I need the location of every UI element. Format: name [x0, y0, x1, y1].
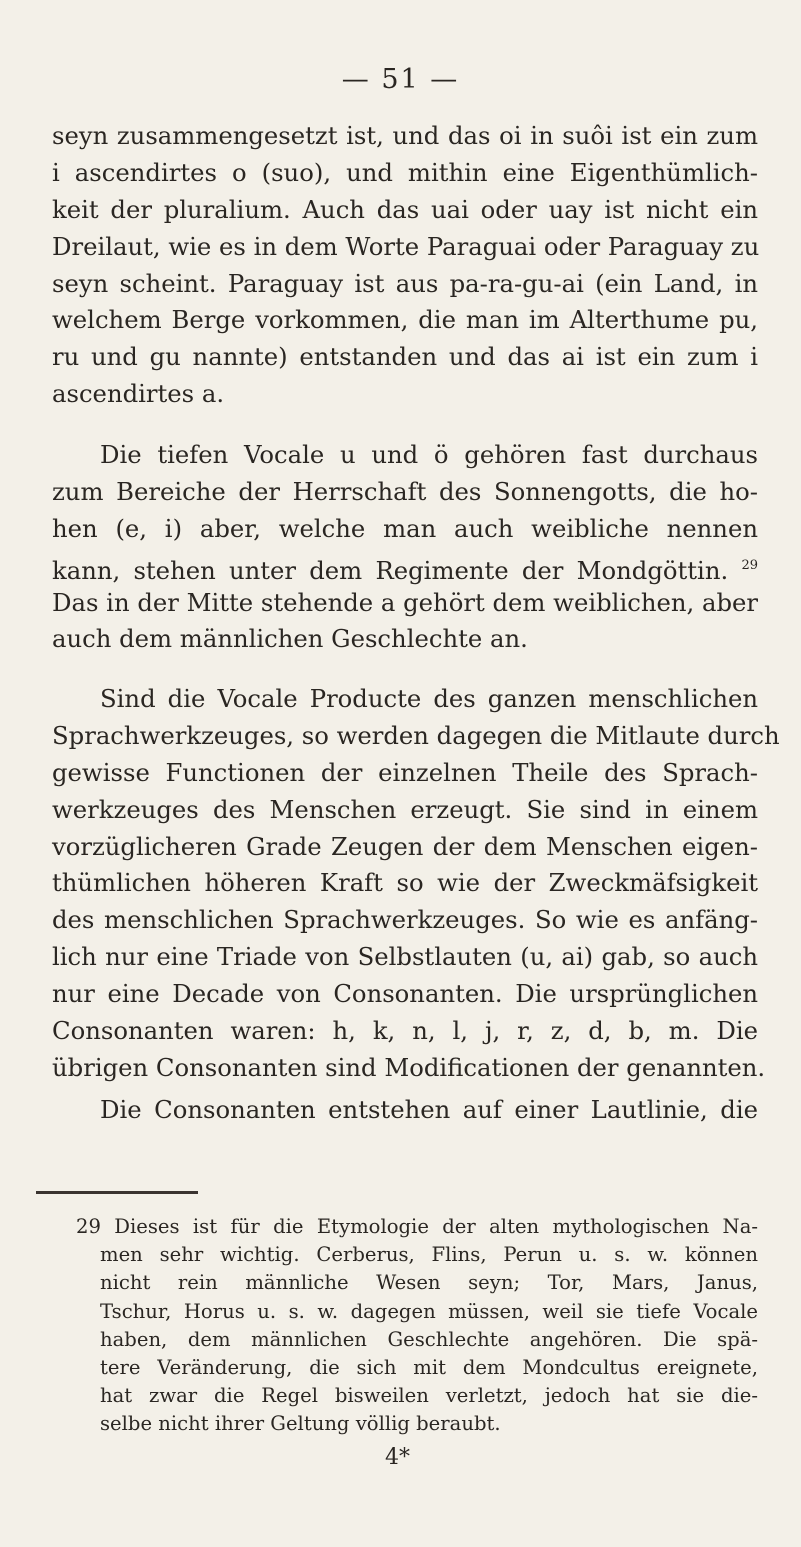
text-line: Das in der Mitte stehende a gehört dem weiblichen, aber [52, 587, 758, 617]
text-line: gewisse Functionen der einzelnen Theile des Sprach- [52, 757, 758, 787]
paragraph-3 [52, 681, 780, 1087]
text-line: Die tiefen Vocale u und ö gehören fast durchaus [100, 440, 758, 469]
footnote-line: hat zwar die Regel bisweilen verletzt, jedoch hat sie die- [100, 1384, 758, 1408]
footnote-line: haben, dem männlichen Geschlechte angehören. Die spä- [100, 1327, 758, 1351]
footnote-line: 29 Dieses ist für die Etymologie der alten mythologischen Na- [76, 1215, 758, 1238]
text-line: des menschlichen Sprachwerkzeuges. So wie es anfäng- [52, 905, 758, 935]
footnote-reference: 29 [741, 557, 758, 573]
text-line: werkzeuges des Menschen erzeugt. Sie sind in einem [52, 794, 758, 824]
text-line: thümlichen höheren Kraft so wie der Zweckmäfsigkeit [52, 868, 758, 898]
text-line: zum Bereiche der Herrschaft des Sonnengotts, die ho- [52, 476, 758, 506]
footnote-line: men sehr wichtig. Cerberus, Flins, Perun u. s. w. können [100, 1243, 758, 1267]
text-line: auch dem männlichen Geschlechte an. [52, 624, 528, 654]
page-number: — 51 — [341, 64, 460, 95]
text-line: welchem Berge vorkommen, die man im Alterthume pu, [52, 305, 758, 335]
text-line: i ascendirtes o (suo), und mithin eine Eigenthümlich- [52, 157, 758, 187]
text-line: Die Consonanten entstehen auf einer Lautlinie, die [100, 1095, 758, 1124]
text-line: hen (e, i) aber, welche man auch weibliche nennen [52, 513, 758, 543]
text-line: vorzüglicheren Grade Zeugen der dem Menschen eigen- [52, 831, 758, 861]
footnote-divider [36, 1191, 198, 1194]
paragraph-1 [52, 118, 758, 413]
text-line: keit der pluralium. Auch das uai oder uay ist nicht ein [52, 194, 758, 224]
text-line: ascendirtes a. [52, 379, 225, 409]
paragraph-4 [52, 1092, 758, 1129]
footnote [52, 1213, 758, 1439]
text-line: nur eine Decade von Consonanten. Die ursprünglichen [52, 979, 758, 1009]
signature-mark: 4* [385, 1445, 410, 1470]
text-line: seyn scheint. Paraguay ist aus pa-ra-gu-ai (ein Land, in [52, 268, 758, 298]
footnote-line: Tschur, Horus u. s. w. dagegen müssen, weil sie tiefe Vocale [100, 1299, 758, 1323]
text-line: lich nur eine Triade von Selbstlauten (u, ai) gab, so auch [52, 942, 758, 972]
text-line: kann, stehen unter dem Regimente der Mondgöttin. [52, 555, 729, 585]
footnote-line: tere Veränderung, die sich mit dem Mondcultus ereignete, [100, 1355, 758, 1379]
footnote-line: selbe nicht ihrer Geltung völlig beraubt. [100, 1412, 501, 1436]
text-line: Consonanten waren: h, k, n, l, j, r, z, d, b, m. Die [52, 1016, 758, 1046]
text-line: ru und gu nannte) entstanden und das ai ist ein zum i [52, 342, 758, 372]
text-line-with-footnote [52, 548, 758, 585]
text-line: übrigen Consonanten sind Modificationen der genannten. [52, 1052, 766, 1082]
footnote-line: nicht rein männliche Wesen seyn; Tor, Mars, Janus, [100, 1271, 758, 1295]
text-line: Dreilaut, wie es in dem Worte Paraguai oder Paraguay zu [52, 231, 760, 261]
paragraph-2 [52, 437, 758, 658]
text-line: Sind die Vocale Producte des ganzen menschlichen [100, 684, 758, 713]
text-line: seyn zusammengesetzt ist, und das oi in suôi ist ein zum [52, 121, 758, 150]
text-line: Sprachwerkzeuges, so werden dagegen die Mitlaute durch [52, 720, 780, 750]
